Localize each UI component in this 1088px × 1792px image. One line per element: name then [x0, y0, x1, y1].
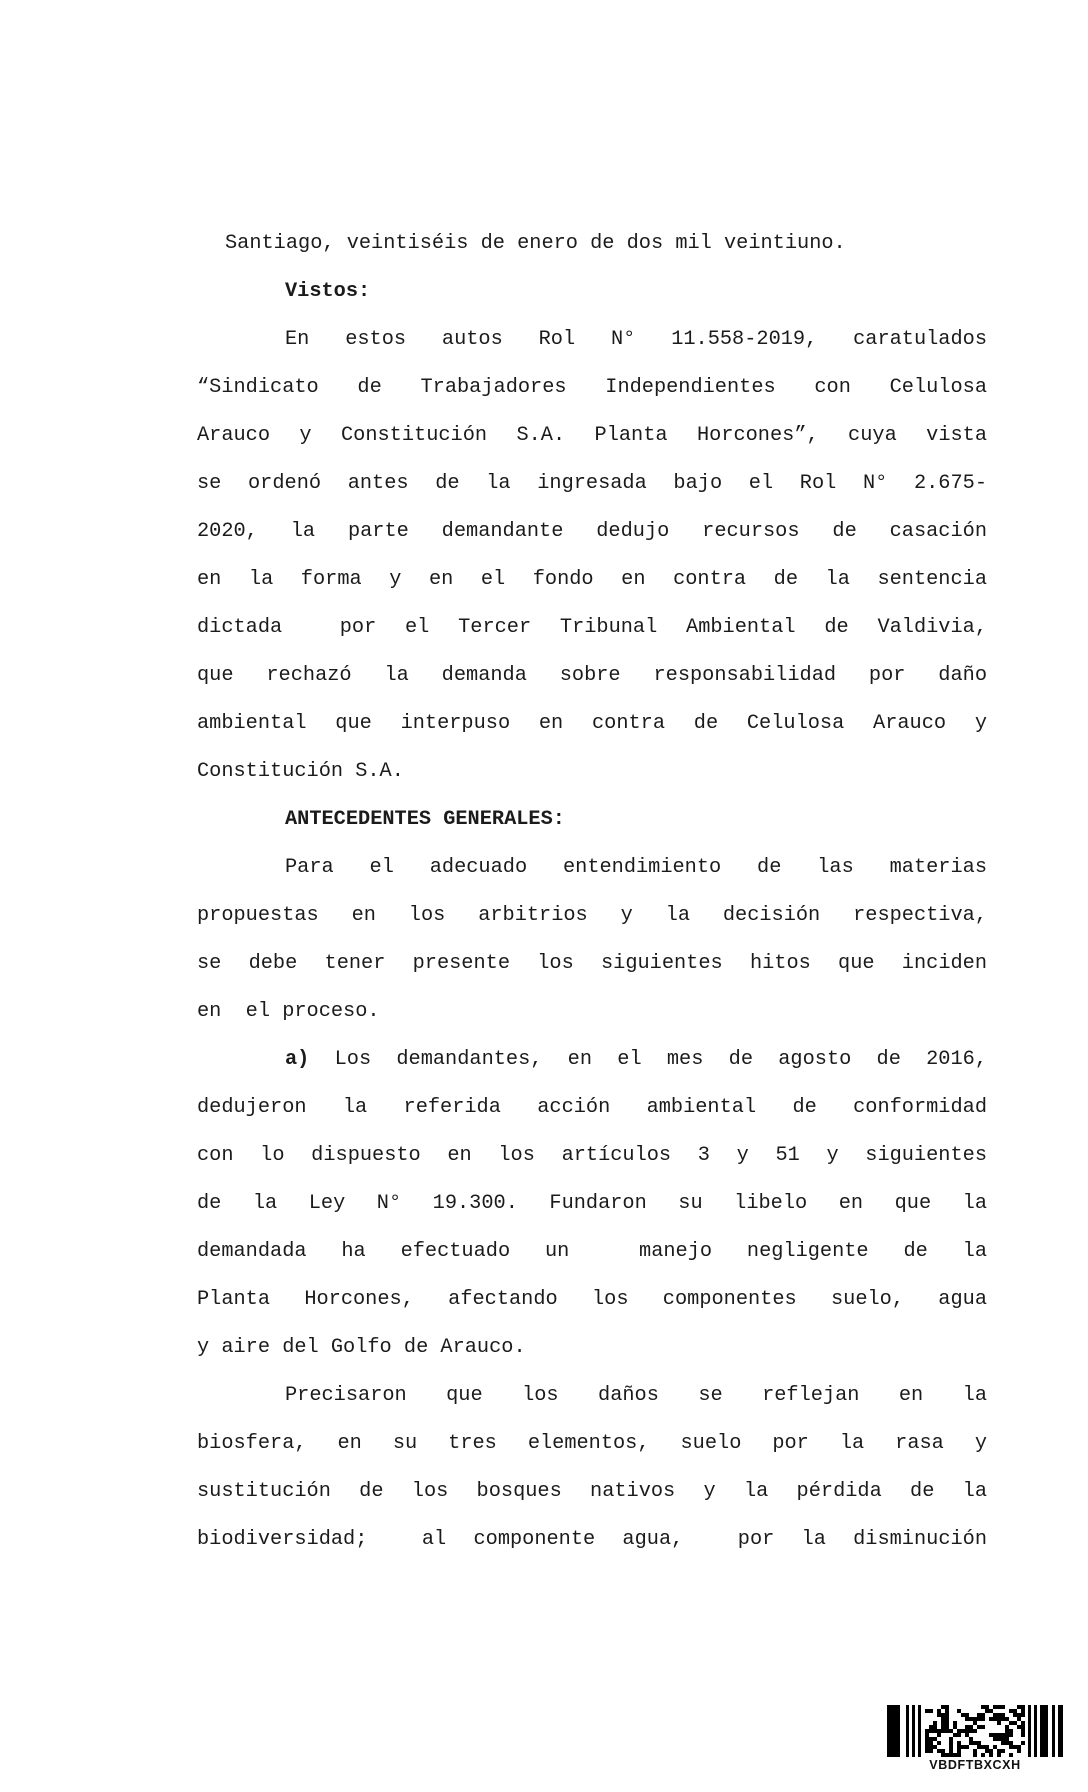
text-line [197, 508, 987, 556]
text-line [197, 316, 987, 364]
text-run: dedujeron la referida acción ambiental de conformidad [197, 1096, 987, 1119]
text-run-bold: Vistos: [285, 280, 371, 303]
barcode-image [887, 1705, 1063, 1757]
barcode-label: VBDFTBXCXH [929, 1758, 1021, 1772]
text-run: propuestas en los arbitrios y la decisión respectiva, [197, 904, 987, 927]
text-run: Arauco y Constitución S.A. Planta Horcones”, cuya vista [197, 424, 987, 447]
text-run: sustitución de los bosques nativos y la pérdida de la [197, 1480, 987, 1503]
text-line [197, 1084, 987, 1132]
text-line [197, 652, 987, 700]
text-line [197, 1276, 987, 1324]
text-run: ambiental que interpuso en contra de Celulosa Arauco y [197, 712, 987, 735]
text-run: con lo dispuesto en los artículos 3 y 51 y siguientes [197, 1144, 987, 1167]
text-line [197, 988, 987, 1036]
text-line [197, 1132, 987, 1180]
text-line [197, 1468, 987, 1516]
text-line [197, 700, 987, 748]
text-line [197, 1324, 987, 1372]
text-run: en el proceso. [197, 1000, 380, 1023]
text-line [197, 892, 987, 940]
text-run: Para el adecuado entendimiento de las materias [285, 856, 987, 879]
text-line [197, 604, 987, 652]
text-run: biosfera, en su tres elementos, suelo por la rasa y [197, 1432, 987, 1455]
text-run: Santiago, veintiséis de enero de dos mil veintiuno. [225, 232, 846, 255]
text-line [197, 796, 987, 844]
text-run: 2020, la parte demandante dedujo recursos de casación [197, 520, 987, 543]
text-line [197, 220, 987, 268]
text-line [197, 1372, 987, 1420]
text-run: Planta Horcones, afectando los componentes suelo, agua [197, 1288, 987, 1311]
text-run: en la forma y en el fondo en contra de la sentencia [197, 568, 987, 591]
text-run: de la Ley N° 19.300. Fundaron su libelo en que la [197, 1192, 987, 1215]
text-line [197, 844, 987, 892]
text-line [197, 460, 987, 508]
text-run: En estos autos Rol N° 11.558-2019, caratulados [285, 328, 987, 351]
text-run: se debe tener presente los siguientes hitos que inciden [197, 952, 987, 975]
text-line [197, 412, 987, 460]
text-run: que rechazó la demanda sobre responsabilidad por daño [197, 664, 987, 687]
text-line [197, 1036, 987, 1084]
text-run: y aire del Golfo de Arauco. [197, 1336, 526, 1359]
text-line [197, 556, 987, 604]
text-line [197, 364, 987, 412]
text-line [197, 1228, 987, 1276]
text-line [197, 748, 987, 796]
text-run-bold: a) [285, 1048, 310, 1071]
text-run: Constitución S.A. [197, 760, 404, 783]
text-line [197, 268, 987, 316]
text-run: Precisaron que los daños se reflejan en la [285, 1384, 987, 1407]
text-run-bold: ANTECEDENTES GENERALES: [285, 808, 565, 831]
text-line [197, 1516, 987, 1564]
text-line [197, 940, 987, 988]
text-run: dictada por el Tercer Tribunal Ambiental de Valdivia, [197, 616, 987, 639]
text-line [197, 1180, 987, 1228]
document-text [197, 220, 987, 1564]
text-run: se ordenó antes de la ingresada bajo el Rol N° 2.675- [197, 472, 987, 495]
text-run: “Sindicato de Trabajadores Independientes con Celulosa [197, 376, 987, 399]
text-run: Los demandantes, en el mes de agosto de 2016, [309, 1048, 987, 1071]
text-run: demandada ha efectuado un manejo negligente de la [197, 1240, 987, 1263]
text-run: biodiversidad; al componente agua, por la disminución [197, 1528, 987, 1551]
text-line [197, 1420, 987, 1468]
barcode [887, 1705, 1063, 1780]
